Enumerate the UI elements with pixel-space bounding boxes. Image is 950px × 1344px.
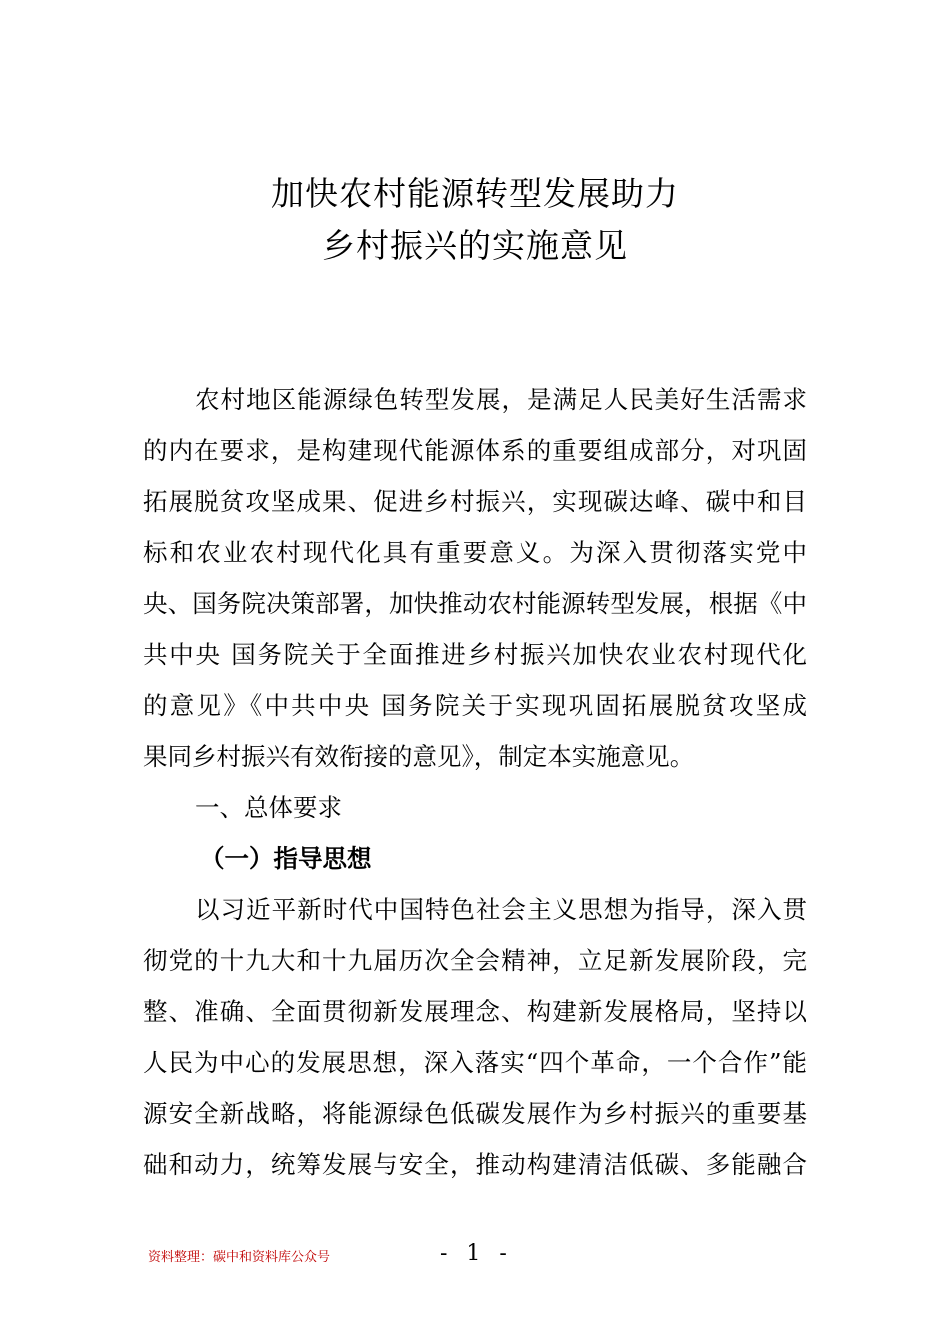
guide-line: 人民为中心的发展思想，深入落实“四个革命，一个合作”能 xyxy=(143,1048,807,1077)
document-title-line-2: 乡村振兴的实施意见 xyxy=(322,226,628,265)
subsection-heading: （一）指导思想 xyxy=(200,844,372,873)
guide-line: 以习近平新时代中国特色社会主义思想为指导，深入贯 xyxy=(195,895,807,924)
footer-source-note: 资料整理：碳中和资料库公众号 xyxy=(148,1250,331,1265)
document-title-line-1: 加快农村能源转型发展助力 xyxy=(271,174,679,213)
intro-line: 农村地区能源绿色转型发展，是满足人民美好生活需求 xyxy=(195,385,807,414)
intro-line: 的内在要求，是构建现代能源体系的重要组成部分，对巩固 xyxy=(143,436,807,465)
page-number: - 1 - xyxy=(440,1241,513,1266)
guide-line: 彻党的十九大和十九届历次全会精神，立足新发展阶段，完 xyxy=(143,946,807,975)
intro-line: 共中央 国务院关于全面推进乡村振兴加快农业农村现代化 xyxy=(143,640,807,669)
section-heading: 一、总体要求 xyxy=(195,793,342,822)
intro-line: 央、国务院决策部署，加快推动农村能源转型发展，根据《中 xyxy=(143,589,807,618)
guide-line: 源安全新战略，将能源绿色低碳发展作为乡村振兴的重要基 xyxy=(143,1099,807,1128)
intro-line: 标和农业农村现代化具有重要意义。为深入贯彻落实党中 xyxy=(143,538,807,567)
intro-line: 拓展脱贫攻坚成果、促进乡村振兴，实现碳达峰、碳中和目 xyxy=(143,487,807,516)
guide-line: 整、准确、全面贯彻新发展理念、构建新发展格局，坚持以 xyxy=(143,997,807,1026)
guide-line: 础和动力，统筹发展与安全，推动构建清洁低碳、多能融合 xyxy=(143,1150,807,1179)
intro-line: 果同乡村振兴有效衔接的意见》，制定本实施意见。 xyxy=(143,742,695,771)
intro-line: 的意见》《中共中央 国务院关于实现巩固拓展脱贫攻坚成 xyxy=(143,691,807,720)
